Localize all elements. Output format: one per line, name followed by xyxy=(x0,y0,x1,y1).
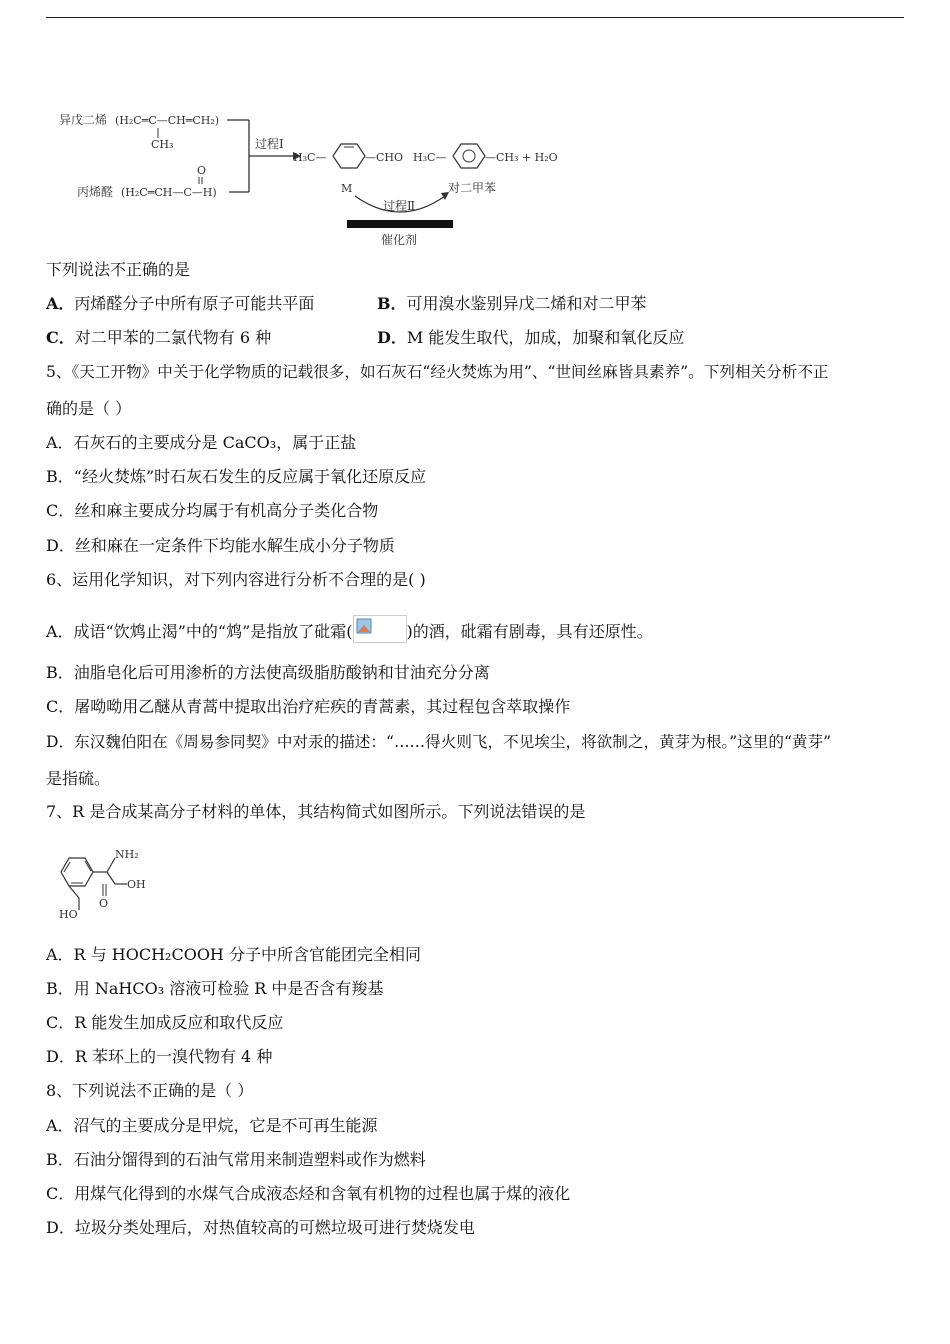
process1-label: 过程Ⅰ xyxy=(255,137,284,151)
q7-stem: 7、R 是合成某高分子材料的单体，其结构简式如图所示。下列说法错误的是 xyxy=(46,802,586,821)
q6-option-d-line1: D．东汉魏伯阳在《周易参同契》中对汞的描述：“……得火则飞，不见埃尘，将欲制之，黄芽为根。”这里的“黄芽” xyxy=(46,733,832,751)
isoprene-formula: (H₂C═C—CH═CH₂) xyxy=(115,114,220,127)
pxylene-label: 对二甲苯 xyxy=(448,181,497,195)
q8-option-d: D．垃圾分类处理后，对热值较高的可燃垃圾可进行焚烧发电 xyxy=(46,1218,475,1237)
q8-option-b: B．石油分馏得到的石油气常用来制造塑料或作为燃料 xyxy=(46,1150,426,1169)
q4-option-c: C．对二甲苯的二氯代物有 6 种 xyxy=(46,328,272,347)
q7-option-c: C．R 能发生加成反应和取代反应 xyxy=(46,1013,284,1032)
ho-label: HO xyxy=(59,908,78,921)
q5-option-c: C．丝和麻主要成分均属于有机高分子类化合物 xyxy=(46,501,379,520)
header-rule xyxy=(46,17,904,18)
intermediate-right: —CHO xyxy=(365,151,404,164)
isoprene-label: 异戊二烯 xyxy=(59,113,108,127)
m-label: M xyxy=(341,182,353,195)
q5-stem-line1: 5、《天工开物》中关于化学物质的记载很多，如石灰石“经火焚炼为用”、“世间丝麻皆具素养”。下列相关分析不正 xyxy=(46,363,829,381)
benzene-ring xyxy=(453,144,485,168)
acrolein-o: O xyxy=(197,164,207,177)
q4-stem: 下列说法不正确的是 xyxy=(46,260,191,279)
o-label: O xyxy=(99,897,109,910)
q6-stem: 6、运用化学知识，对下列内容进行分析不合理的是( ) xyxy=(46,570,426,589)
q7-option-d: D．R 苯环上的一溴代物有 4 种 xyxy=(46,1047,273,1066)
q4-option-d: D．M 能发生取代，加成，加聚和氧化反应 xyxy=(377,328,685,347)
isoprene-methyl: CH₃ xyxy=(151,138,174,151)
q8-stem: 8、下列说法不正确的是（ ） xyxy=(46,1081,254,1100)
q6-option-d-line2: 是指硫。 xyxy=(46,769,111,788)
q8-option-a: A．沼气的主要成分是甲烷，它是不可再生能源 xyxy=(46,1116,378,1135)
process2-label: 过程Ⅱ xyxy=(383,199,416,213)
acrolein-formula: (H₂C═CH—C—H) xyxy=(121,186,217,199)
q5-option-d: D．丝和麻在一定条件下均能水解生成小分子物质 xyxy=(46,536,395,555)
q4-option-a: A．丙烯醛分子中所有原子可能共平面 xyxy=(46,294,315,313)
reaction-scheme-figure xyxy=(55,100,565,248)
acrolein-label: 丙烯醛 xyxy=(77,185,114,199)
cyclohexene-ring xyxy=(333,144,365,168)
q4-option-b: B．可用溴水鉴别异戊二烯和对二甲苯 xyxy=(377,294,647,313)
q7-option-b: B．用 NaHCO₃ 溶液可检验 R 中是否含有羧基 xyxy=(46,979,384,998)
catalyst-label: 催化剂 xyxy=(381,233,418,247)
q6-option-a: A．成语“饮鸩止渴”中的“鸩”是指放了砒霜( )的酒，砒霜有剧毒，具有还原性。 xyxy=(46,615,653,643)
oh-label: OH xyxy=(127,878,146,891)
product-left: H₃C— xyxy=(413,151,447,164)
catalyst-bar xyxy=(347,220,453,228)
q7-option-a: A．R 与 HOCH₂COOH 分子中所含官能团完全相同 xyxy=(46,945,421,964)
nh2-label: NH₂ xyxy=(115,848,139,861)
q6-option-b: B．油脂皂化后可用渗析的方法使高级脂肪酸钠和甘油充分分离 xyxy=(46,663,490,682)
structure-R-figure xyxy=(55,840,165,930)
q5-option-a: A．石灰石的主要成分是 CaCO₃，属于正盐 xyxy=(46,433,357,452)
intermediate-left: H₃C— xyxy=(293,151,327,164)
q6-option-c: C．屠呦呦用乙醚从青蒿中提取出治疗疟疾的青蒿素，其过程包含萃取操作 xyxy=(46,697,571,716)
arsenic-formula-image-icon xyxy=(353,615,407,643)
q5-stem-line2: 确的是（ ） xyxy=(46,399,132,418)
product-right: —CH₃ + H₂O xyxy=(485,151,558,164)
benzene-ring xyxy=(61,858,93,886)
q5-option-b: B．“经火焚炼”时石灰石发生的反应属于氧化还原反应 xyxy=(46,467,427,486)
q8-option-c: C．用煤气化得到的水煤气合成液态烃和含氧有机物的过程也属于煤的液化 xyxy=(46,1184,571,1203)
